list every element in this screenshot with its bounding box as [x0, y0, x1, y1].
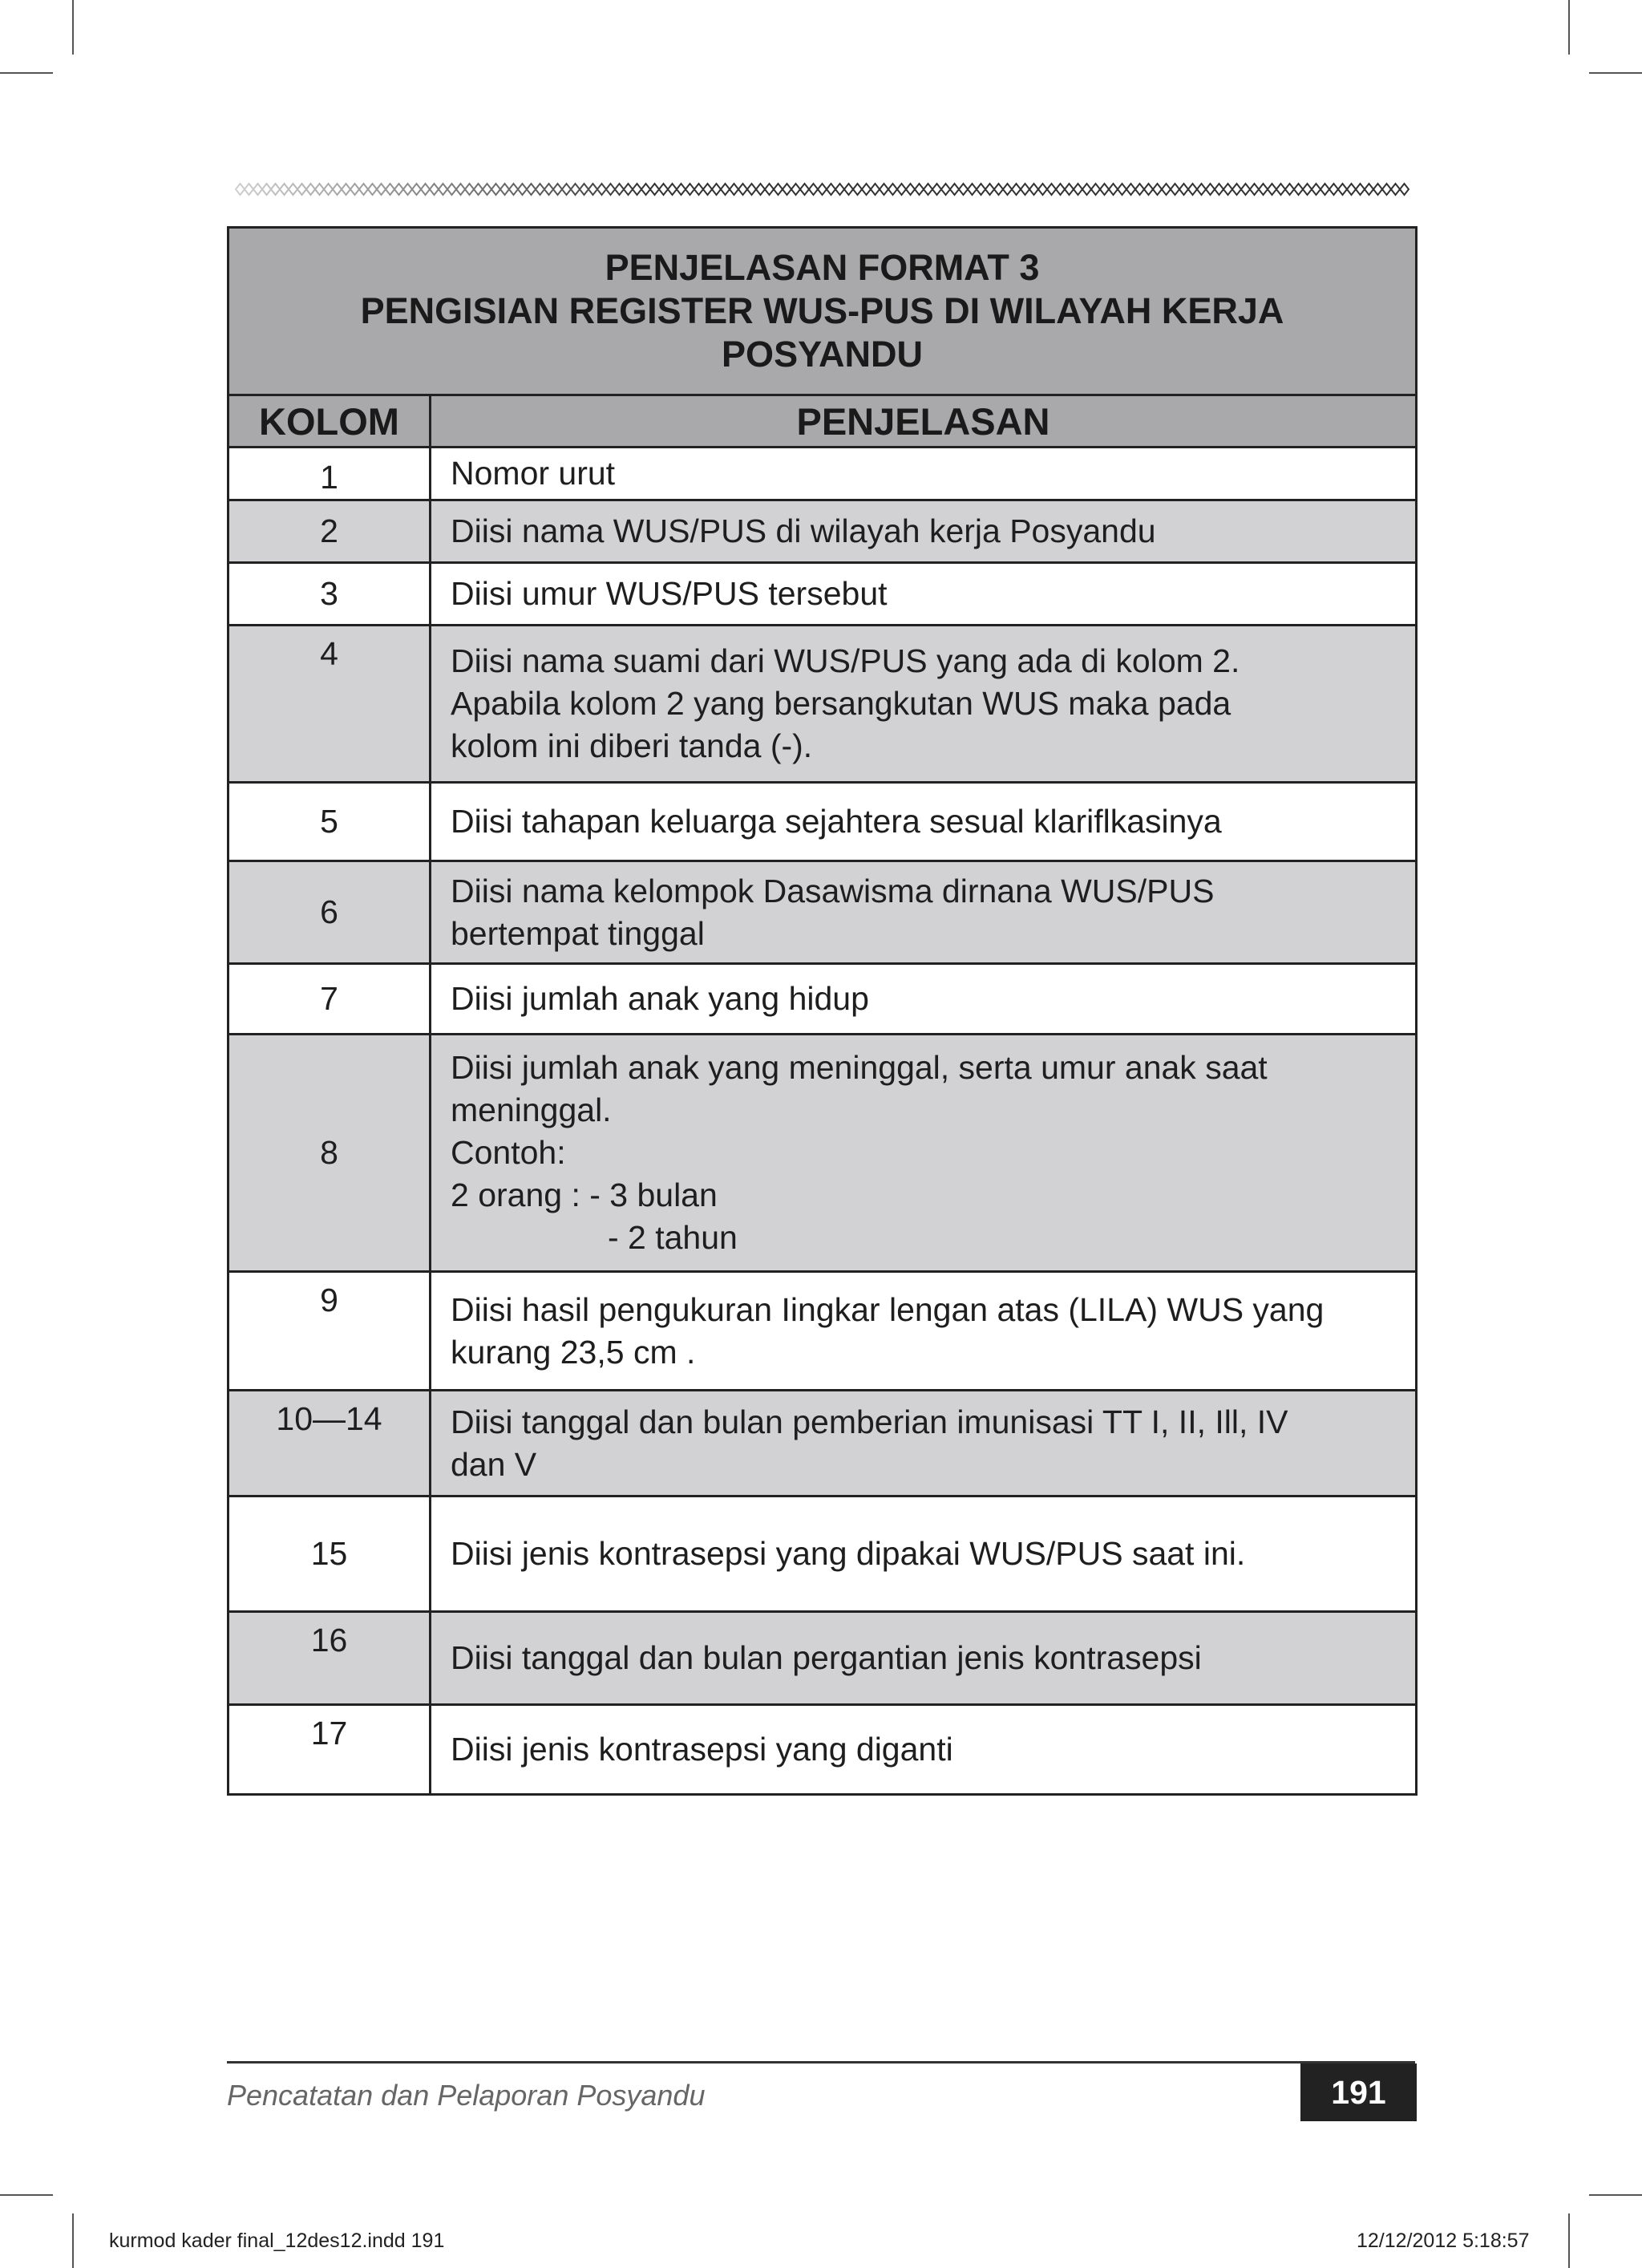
page-number: 191 — [1300, 2063, 1417, 2121]
penjelasan-line: Diisi umur WUS/PUS tersebut — [451, 575, 888, 612]
decorative-zigzag-band — [233, 178, 1418, 200]
penjelasan-text — [431, 448, 1417, 500]
kolom-number: 10—14 — [229, 1391, 431, 1496]
penjelasan-line: Diisi hasil pengukuran Iingkar lengan atas (LILA) WUS yang — [451, 1290, 1325, 1328]
penjelasan-line: Diisi tahapan keluarga sejahtera sesual klariflkasinya — [451, 803, 1222, 840]
penjelasan-text — [431, 783, 1417, 861]
running-title: Pencatatan dan Pelaporan Posyandu — [227, 2079, 706, 2112]
table-row — [229, 563, 1417, 626]
kolom-number: 5 — [229, 783, 431, 861]
table-title-line: PENJELASAN FORMAT 3 — [605, 247, 1040, 288]
kolom-number: 15 — [229, 1496, 431, 1612]
kolom-number: 1 — [229, 448, 431, 500]
crop-mark-top-left-h — [0, 72, 53, 74]
penjelasan-text — [431, 964, 1417, 1035]
kolom-number: 7 — [229, 964, 431, 1035]
penjelasan-line: kurang 23,5 cm . — [451, 1333, 696, 1371]
penjelasan-text — [431, 1612, 1417, 1705]
crop-mark-bottom-left — [72, 2213, 74, 2268]
penjelasan-line: Diisi tanggal dan bulan pergantian jenis kontrasepsi — [451, 1639, 1202, 1676]
penjelasan-line: Diisi tanggal dan bulan pemberian imunisasi TT I, II, Ill, IV — [451, 1403, 1288, 1440]
table-row — [229, 1496, 1417, 1612]
penjelasan-line: - 2 tahun — [608, 1219, 738, 1256]
crop-mark-bottom-right — [1568, 2213, 1570, 2268]
kolom-number: 17 — [229, 1705, 431, 1795]
crop-mark-top-left — [72, 0, 74, 55]
table-row — [229, 626, 1417, 783]
penjelasan-text — [431, 500, 1417, 563]
crop-mark-top-right-h — [1589, 72, 1642, 74]
print-slug-timestamp: 12/12/2012 5:18:57 — [1357, 2230, 1530, 2252]
penjelasan-line: Apabila kolom 2 yang bersangkutan WUS maka pada — [451, 685, 1232, 722]
table-row — [229, 1035, 1417, 1272]
penjelasan-line: Diisi jumlah anak yang hidup — [451, 980, 869, 1017]
penjelasan-line: meninggal. — [451, 1091, 612, 1128]
kolom-number: 6 — [229, 861, 431, 964]
kolom-number: 4 — [229, 626, 431, 783]
table-body — [229, 448, 1417, 1795]
penjelasan-line: Contoh: — [451, 1134, 566, 1171]
penjelasan-line: Diisi nama suami dari WUS/PUS yang ada di kolom 2. — [451, 642, 1240, 679]
table-row — [229, 1272, 1417, 1391]
table-row — [229, 500, 1417, 563]
kolom-number: 2 — [229, 500, 431, 563]
penjelasan-text — [431, 861, 1417, 964]
table-title-line: PENGISIAN REGISTER WUS-PUS DI WILAYAH KERJA — [360, 290, 1284, 331]
penjelasan-line: 2 orang : - 3 bulan — [451, 1177, 718, 1213]
table-row — [229, 448, 1417, 500]
penjelasan-text — [431, 1272, 1417, 1391]
table-title-line: POSYANDU — [722, 334, 923, 375]
footer-rule — [227, 2061, 1415, 2063]
penjelasan-line: Nomor urut — [451, 455, 616, 492]
penjelasan-text — [431, 1705, 1417, 1795]
penjelasan-text — [431, 563, 1417, 626]
penjelasan-line: Diisi jumlah anak yang meninggal, serta umur anak saat — [451, 1049, 1268, 1086]
penjelasan-line: Diisi nama WUS/PUS di wilayah kerja Posyandu — [451, 512, 1156, 549]
table-row — [229, 1705, 1417, 1795]
table-row — [229, 964, 1417, 1035]
crop-mark-bottom-right-h — [1589, 2194, 1642, 2196]
explanation-table — [227, 226, 1418, 1796]
table-title — [229, 228, 1417, 395]
column-header-penjelasan: PENJELASAN — [431, 395, 1417, 448]
column-header-kolom: KOLOM — [229, 395, 431, 448]
crop-mark-bottom-left-h — [0, 2194, 53, 2196]
penjelasan-line: kolom ini diberi tanda (-). — [451, 727, 813, 764]
penjelasan-line: dan V — [451, 1445, 537, 1483]
table-row — [229, 1391, 1417, 1496]
kolom-number: 8 — [229, 1035, 431, 1272]
penjelasan-line: Diisi jenis kontrasepsi yang dipakai WUS/PUS saat ini. — [451, 1535, 1246, 1572]
kolom-number: 16 — [229, 1612, 431, 1705]
penjelasan-line: Diisi nama kelompok Dasawisma dirnana WUS/PUS — [451, 872, 1215, 909]
kolom-number: 9 — [229, 1272, 431, 1391]
crop-mark-top-right — [1568, 0, 1570, 55]
table-row — [229, 783, 1417, 861]
penjelasan-text — [431, 626, 1417, 783]
table-row — [229, 1612, 1417, 1705]
penjelasan-line: Diisi jenis kontrasepsi yang diganti — [451, 1731, 953, 1768]
penjelasan-text — [431, 1391, 1417, 1496]
print-slug-file: kurmod kader final_12des12.indd 191 — [109, 2230, 445, 2252]
penjelasan-line: bertempat tinggal — [451, 914, 705, 952]
penjelasan-text — [431, 1035, 1417, 1272]
kolom-number: 3 — [229, 563, 431, 626]
penjelasan-text — [431, 1496, 1417, 1612]
table-row — [229, 861, 1417, 964]
